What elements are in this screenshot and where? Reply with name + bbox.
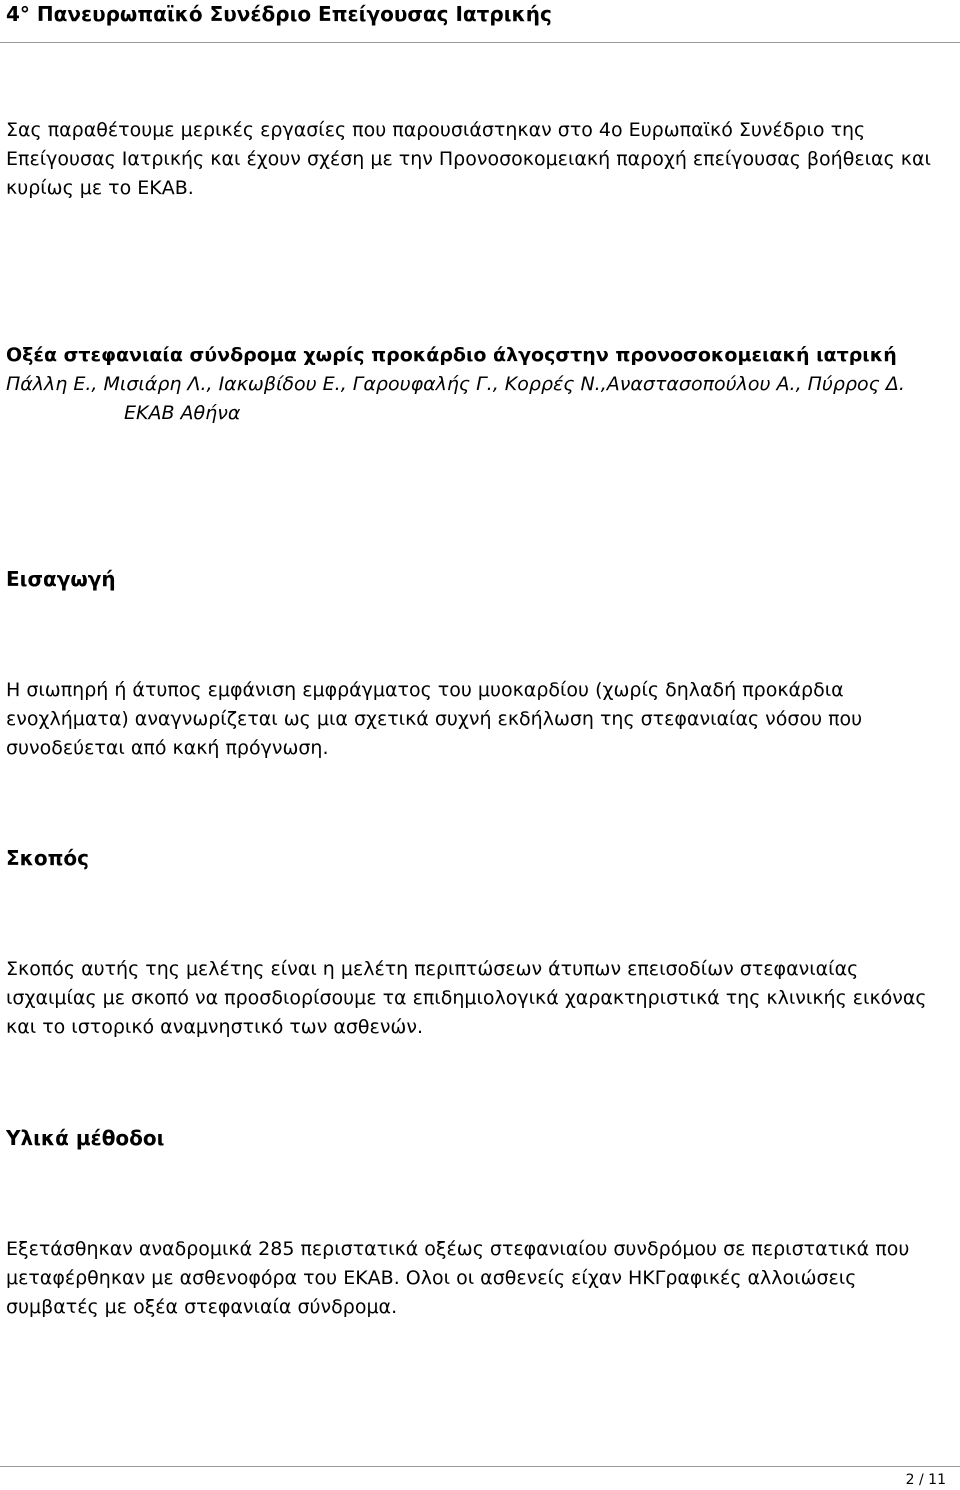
article-heading-block: [6, 341, 942, 428]
section-body-introduction: Η σιωπηρή ή άτυπος εμφάνιση εμφράγματος του μυοκαρδίου (χωρίς δηλαδή προκάρδια ενοχλήματα) αναγνωρίζεται ως μια σχετικά συχνή εκδήλωση της στεφανιαίας νόσου που συνοδεύεται από κακή πρόγνωση.: [6, 679, 863, 759]
page-header-title: 4° Πανευρωπαϊκό Συνέδριο Επείγουσας Ιατρικής: [6, 2, 552, 26]
article-title: Οξέα στεφανιαία σύνδρομα χωρίς προκάρδιο άλγοςστην προνοσοκομειακή ιατρική: [6, 344, 897, 366]
section-heading-methods: Υλικά μέθοδοι: [6, 1126, 165, 1150]
section-body-methods: Εξετάσθηκαν αναδρομικά 285 περιστατικά οξέως στεφανιαίου συνδρόμου σε περιστατικά που μεταφέρθηκαν με ασθενοφόρα του ΕΚΑΒ. Ολοι οι ασθενείς είχαν ΗΚΓραφικές αλλοιώσεις συμβατές με οξέα στεφανιαία σύνδρομα.: [6, 1238, 910, 1318]
header-divider: [0, 42, 960, 43]
article-affiliation: ΕΚΑΒ Αθήνα: [124, 402, 241, 424]
section-body-aim: Σκοπός αυτής της μελέτης είναι η μελέτη περιπτώσεων άτυπων επεισοδίων στεφανιαίας ισχαιμίας με σκοπό να προσδιορίσουμε τα επιδημιολογικά χαρακτηριστικά της κλινικής εικόνας και το ιστορικό αναμνηστικό των ασθενών.: [6, 958, 927, 1038]
intro-paragraph: Σας παραθέτουμε μερικές εργασίες που παρουσιάστηκαν στο 4ο Ευρωπαϊκό Συνέδριο της Επείγουσας Ιατρικής και έχουν σχέση με την Προνοσοκομειακή παροχή επείγουσας βοήθειας και κυρίως με το ΕΚΑΒ.: [6, 119, 931, 199]
article-authors: Πάλλη Ε., Μισιάρη Λ., Ιακωβίδου Ε., Γαρουφαλής Γ., Κορρές Ν.,Αναστασοπούλου Α., Πύρρος Δ.: [6, 373, 905, 395]
footer-divider: [0, 1466, 960, 1467]
page-number: 2 / 11: [905, 1472, 946, 1488]
section-heading-introduction: Εισαγωγή: [6, 567, 116, 591]
section-heading-aim: Σκοπός: [6, 846, 90, 870]
